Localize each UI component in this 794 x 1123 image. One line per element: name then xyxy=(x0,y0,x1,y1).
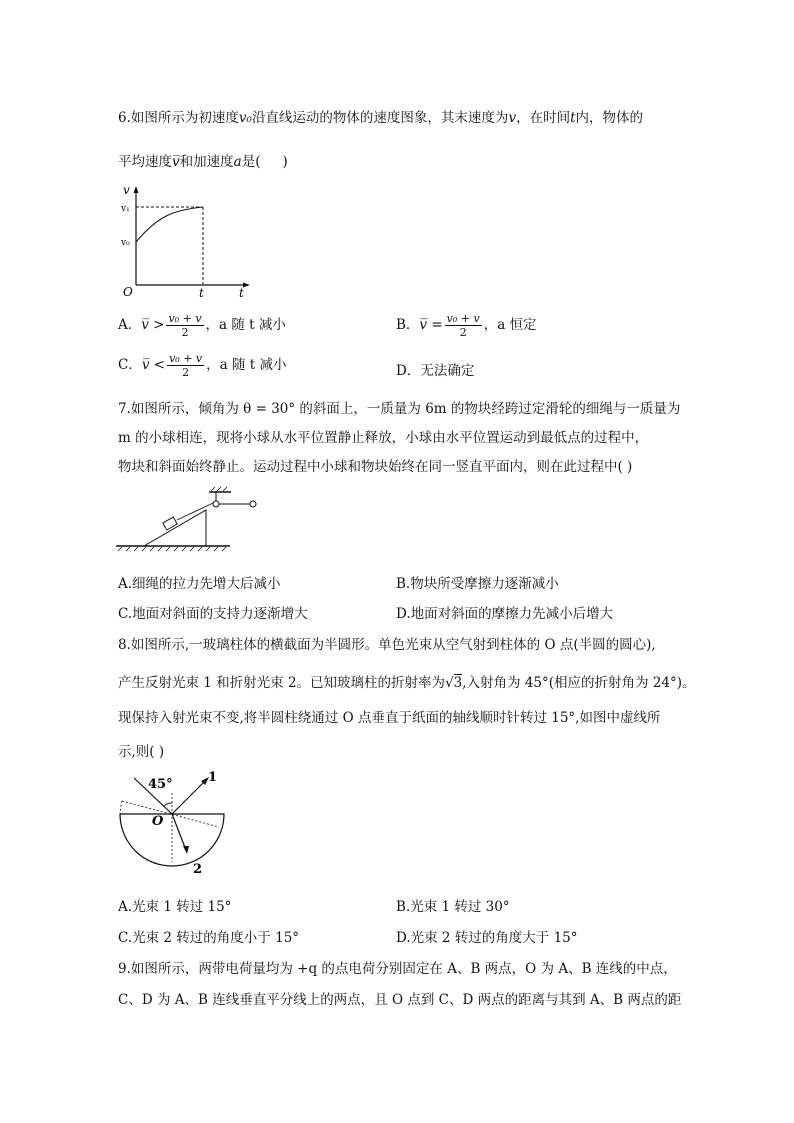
q8-text: ,入射角为 45°(相应的折射角为 24°)。 xyxy=(462,675,696,691)
q8-angle-label: 45° xyxy=(148,777,173,792)
q8-option-d[interactable]: D.光束 2 转过的角度大于 15° xyxy=(396,930,578,946)
q6-option-a[interactable] xyxy=(118,312,286,339)
q6-text: 和加速度 xyxy=(179,154,234,170)
q6-text: ) xyxy=(282,154,288,170)
q7-option-c[interactable]: C.地面对斜面的支持力逐渐增大 xyxy=(118,606,308,622)
q6-text: 是( xyxy=(241,154,261,170)
q8-ray-1-label: 1 xyxy=(208,770,218,785)
option-text: ，a 恒定 xyxy=(483,317,537,333)
q8-option-c[interactable]: C.光束 2 转过的角度小于 15° xyxy=(118,930,300,946)
q6-stem-line2 xyxy=(118,150,288,170)
q6-axis-t: t xyxy=(239,286,244,300)
q7-option-a[interactable]: A.细绳的拉力先增大后减小 xyxy=(118,576,281,592)
q6-option-d[interactable]: D．无法确定 xyxy=(396,363,475,379)
sqrt-sign: √ xyxy=(445,675,454,691)
q6-text: 6.如图所示为初速度 xyxy=(118,110,239,126)
q6-velocity-graph xyxy=(118,182,258,300)
fraction-denominator: 2 xyxy=(182,366,190,379)
q6-text: ，在时间 xyxy=(516,110,571,126)
q6-option-c[interactable] xyxy=(118,352,287,379)
q8-semicircle-figure xyxy=(116,768,228,876)
q7-option-b[interactable]: B.物块所受摩擦力逐渐减小 xyxy=(396,576,559,592)
q6-v0: v₀ xyxy=(238,110,252,126)
q6-t: t xyxy=(570,110,576,126)
q8-stem-line1: 8.如图所示,一玻璃柱体的横截面为半圆形。单色光束从空气射到柱体的 O 点(半圆的圆心), xyxy=(118,637,656,653)
q6-relation: v̅ > xyxy=(141,317,165,333)
q8-center-label: O xyxy=(152,814,164,829)
q6-text: 平均速度 xyxy=(118,154,172,170)
q6-origin: O xyxy=(123,285,133,299)
q8-stem-line3: 现保持入射光束不变,将半圆柱绕通过 O 点垂直于纸面的轴线顺时针转过 15°,如图中虚线所 xyxy=(118,710,661,726)
q6-vbar: v̅ xyxy=(172,154,180,170)
option-label: C． xyxy=(118,357,142,373)
sqrt-radicand: 3 xyxy=(453,675,463,691)
q6-text: 沿直线运动的物体的速度图象，其末速度为 xyxy=(251,110,509,126)
q7-stem-line3: 物块和斜面始终静止。运动过程中小球和物块始终在同一竖直平面内，则在此过程中( ) xyxy=(118,459,633,475)
q8-option-a[interactable]: A.光束 1 转过 15° xyxy=(118,899,232,915)
q6-text: 内，物体的 xyxy=(575,110,644,126)
q6-relation: v̅ = xyxy=(419,317,443,333)
q7-incline-pulley-figure xyxy=(116,486,266,552)
q8-option-b[interactable]: B.光束 1 转过 30° xyxy=(396,899,510,915)
fraction-numerator: v₀ + v xyxy=(446,312,480,325)
q9-stem-line2: C、D 为 A、B 连线垂直平分线上的两点，且 O 点到 C、D 两点的距离与其到 A、B 两点的距 xyxy=(118,992,682,1008)
fraction xyxy=(445,312,482,339)
q8-ray-2-label: 2 xyxy=(193,862,203,876)
fraction-numerator: v₀ + v xyxy=(168,312,202,325)
fraction xyxy=(167,352,204,379)
q6-stem-line1 xyxy=(118,106,643,126)
q8-text: 产生反射光束 1 和折射光束 2。已知玻璃柱的折射率为 xyxy=(118,675,446,691)
q6-label-v0: v₀ xyxy=(121,238,130,248)
option-text: ，a 随 t 减小 xyxy=(206,357,287,373)
option-text: ，a 随 t 减小 xyxy=(205,317,286,333)
fraction-denominator: 2 xyxy=(181,326,189,339)
q7-stem-line2: m 的小球相连，现将小球从水平位置静止释放，小球由水平位置运动到最低点的过程中， xyxy=(118,430,649,446)
q6-label-v1: v₁ xyxy=(121,204,130,214)
option-label: A． xyxy=(118,317,142,333)
fraction-denominator: 2 xyxy=(459,326,467,339)
q6-option-b[interactable] xyxy=(396,312,537,339)
q9-stem-line1: 9.如图所示，两带电荷量均为 +q 的点电荷分别固定在 A、B 两点，O 为 A、B 连线的中点， xyxy=(118,961,677,977)
q6-a: a xyxy=(233,154,242,170)
q8-stem-line2 xyxy=(118,671,696,691)
q7-stem-line1: 7.如图所示，倾角为 θ = 30° 的斜面上，一质量为 6m 的物块经跨过定滑轮的细绳与一质量为 xyxy=(118,401,681,417)
q6-tick-t: t xyxy=(199,286,204,300)
q8-stem-line4: 示,则( ) xyxy=(118,744,165,760)
q6-v: v xyxy=(508,110,517,126)
fraction-numerator: v₀ + v xyxy=(169,352,203,365)
option-label: B． xyxy=(396,317,420,333)
fraction xyxy=(166,312,203,339)
q6-axis-v: v xyxy=(123,183,130,197)
q6-relation: v̅ < xyxy=(141,357,166,373)
q7-option-d[interactable]: D.地面对斜面的摩擦力先减小后增大 xyxy=(396,606,614,622)
